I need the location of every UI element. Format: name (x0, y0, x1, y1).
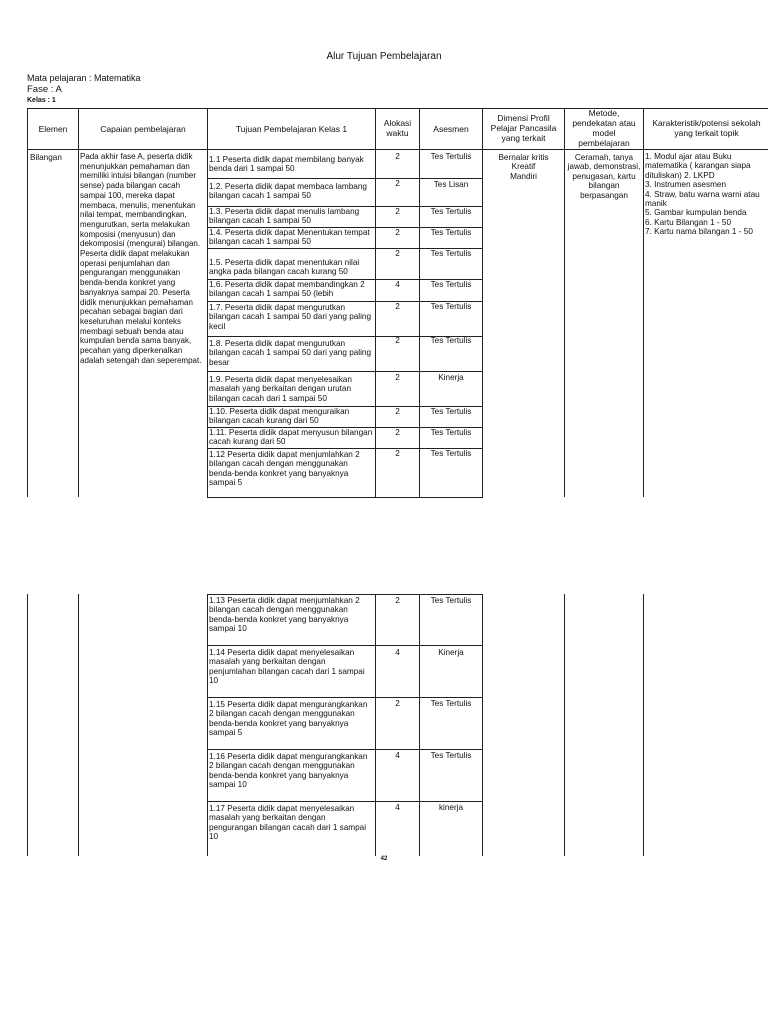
asesmen-cell: Tes Tertulis (430, 280, 472, 289)
asesmen-cell: Tes Tertulis (430, 449, 472, 458)
alokasi-cell: 4 (395, 751, 400, 760)
asesmen-cell: Tes Tertulis (430, 207, 472, 216)
tujuan-cell: 1.6. Peserta didik dapat membandingkan 2 bilangan cacah 1 sampai 50 (lebih (209, 280, 365, 299)
karakteristik-item: 5. Gambar kumpulan benda (645, 208, 747, 218)
header-alokasi: Alokasi waktu (383, 118, 412, 138)
asesmen-cell: Tes Tertulis (430, 428, 472, 437)
asesmen-cell: Kinerja (438, 648, 464, 657)
alokasi-cell: 2 (395, 699, 400, 708)
alokasi-cell: 2 (395, 428, 400, 437)
asesmen-cell: Tes Tertulis (430, 228, 472, 237)
karakteristik-item: 1. Modul ajar atau Buku matematika ( karangan siapa dituliskan) 2. LKPD (645, 152, 751, 180)
alokasi-cell: 2 (395, 449, 400, 458)
alokasi-cell: 4 (395, 803, 400, 812)
asesmen-cell: Tes Tertulis (430, 407, 472, 416)
tujuan-cell: 1.17 Peserta didik dapat menyelesaikan masalah yang berkaitan dengan pengurangan bilangan cacah dari 1 sampai 10 (209, 804, 367, 842)
capaian-cell: Pada akhir fase A, peserta didik menunjukkan pemahaman dan memiliki intuisi bilangan (number sense) pada bilangan cacah sampai 100, mereka dapat membaca, menulis, menentukan nilai tempat, membandingkan, mengurutkan, serta melakukan komposisi (menyusun) dan dekomposisi (mengurai) bilangan. Peserta didik dapat melakukan operasi penjumlahan dan pengurangan menggunakan benda-benda konkret yang banyaknya sampai 20. Peserta didik menunjukkan pemahaman pecahan sebagai bagian dari keseluruhan melalui konteks membagi sebuah benda atau kumpulan benda sama banyak, pecahan yang diperkenalkan adalah setengah dan seperempat. (80, 152, 202, 365)
alokasi-cell: 2 (395, 596, 400, 605)
alokasi-cell: 2 (395, 336, 400, 345)
alokasi-cell: 4 (395, 648, 400, 657)
tujuan-cell: 1.15 Peserta didik dapat mengurangkankan 2 bilangan cacah dengan menggunakan benda-benda konkret yang banyaknya sampai 5 (209, 700, 368, 738)
asesmen-cell: Tes Tertulis (430, 336, 472, 345)
alokasi-cell: 2 (395, 207, 400, 216)
karakteristik-item: 3. Instrumen asesmen (645, 180, 727, 190)
asesmen-cell: Tes Tertulis (430, 751, 472, 760)
karakteristik-item: 6. Kartu Bilangan 1 - 50 (645, 217, 732, 227)
header-karakteristik: Karakteristik/potensi sekolah yang terkait topik (652, 118, 761, 138)
karakteristik-item: 7. Kartu nama bilangan 1 - 50 (645, 227, 753, 237)
alokasi-cell: 4 (395, 280, 400, 289)
tujuan-cell: 1.5. Peserta didik dapat menentukan nilai angka pada bilangan cacah kurang 50 (209, 258, 360, 277)
asesmen-cell: Tes Tertulis (430, 302, 472, 311)
asesmen-cell: Tes Tertulis (430, 152, 472, 161)
tujuan-cell: 1.11. Peserta didik dapat menyusun bilangan cacah kurang dari 50 (209, 428, 373, 447)
karakteristik-item: 4. Straw, batu warna warni atau manik (645, 189, 760, 209)
phase-label: Fase : A (27, 84, 62, 95)
tujuan-cell: 1.16 Peserta didik dapat mengurangkankan 2 bilangan cacah dengan menggunakan benda-benda konkret yang banyaknya sampai 10 (209, 752, 368, 790)
dimensi-cell: Bernalar kritis Kreatif Mandiri (498, 153, 549, 181)
tujuan-cell: 1.2. Peserta didik dapat membaca lambang bilangan cacah 1 sampai 50 (209, 182, 367, 201)
tujuan-cell: 1.3. Peserta didik dapat menulis lambang bilangan cacah 1 sampai 50 (209, 207, 360, 226)
subject-label: Mata pelajaran : Matematika (27, 73, 141, 83)
tujuan-cell: 1.1 Peserta didik dapat membilang banyak benda dari 1 sampai 50 (209, 155, 364, 174)
grade-label: Kelas : 1 (27, 97, 56, 104)
tujuan-cell: 1.9. Peserta didik dapat menyelesaikan masalah yang berkaitan dengan urutan bilangan cacah dari 1 sampai 50 (209, 375, 352, 403)
header-elemen: Elemen (38, 124, 68, 134)
elemen-cell: Bilangan (30, 153, 62, 162)
karakteristik-list (645, 152, 767, 237)
alokasi-cell: 2 (395, 228, 400, 237)
asesmen-cell: kinerja (438, 803, 464, 812)
asesmen-cell: Tes Lisan (433, 180, 469, 189)
header-capaian: Capaian pembelajaran (100, 124, 186, 134)
tujuan-cell: 1.10. Peserta didik dapat menguraikan bilangan cacah kurang dari 50 (209, 407, 350, 426)
header-asesmen: Asesmen (433, 124, 469, 134)
header-metode: Metode, pendekatan atau model pembelajaran (572, 108, 636, 148)
header-dimensi: Dimensi Profil Pelajar Pancasila yang terkait (490, 113, 557, 143)
tujuan-cell: 1.14 Peserta didik dapat menyelesaikan masalah yang berkaitan dengan penjumlahan bilangan cacah dari 1 sampai 10 (209, 648, 365, 686)
document-title: Alur Tujuan Pembelajaran (326, 51, 442, 62)
metode-cell: Ceramah, tanya jawab, demonstrasi, penugasan, kartu bilangan berpasangan (567, 153, 641, 200)
tujuan-cell: 1.7. Peserta didik dapat mengurutkan bilangan cacah 1 sampai 50 dari yang paling kecil (209, 303, 372, 331)
alokasi-cell: 2 (395, 407, 400, 416)
alokasi-cell: 2 (395, 373, 400, 382)
tujuan-cell: 1.8. Peserta didik dapat mengurutkan bilangan cacah 1 sampai 50 dari yang paling besar (209, 339, 372, 367)
asesmen-cell: Tes Tertulis (430, 596, 472, 605)
alokasi-cell: 2 (395, 179, 400, 188)
alokasi-cell: 2 (395, 152, 400, 161)
tujuan-cell: 1.4. Peserta didik dapat Menentukan tempat bilangan cacah 1 sampai 50 (209, 228, 370, 247)
asesmen-cell: Kinerja (438, 373, 464, 382)
tujuan-cell: 1.13 Peserta didik dapat menjumlahkan 2 bilangan cacah dengan menggunakan benda-benda konkret yang banyaknya sampai 10 (209, 596, 360, 634)
header-tujuan: Tujuan Pembelajaran Kelas 1 (235, 124, 348, 134)
alokasi-cell: 2 (395, 249, 400, 258)
asesmen-cell: Tes Tertulis (430, 249, 472, 258)
asesmen-cell: Tes Tertulis (430, 699, 472, 708)
tujuan-cell: 1.12 Peserta didik dapat menjumlahkan 2 bilangan cacah dengan menggunakan benda-benda konkret yang banyaknya sampai 5 (209, 450, 360, 488)
alokasi-cell: 2 (395, 302, 400, 311)
page-number: 42 (380, 856, 388, 862)
